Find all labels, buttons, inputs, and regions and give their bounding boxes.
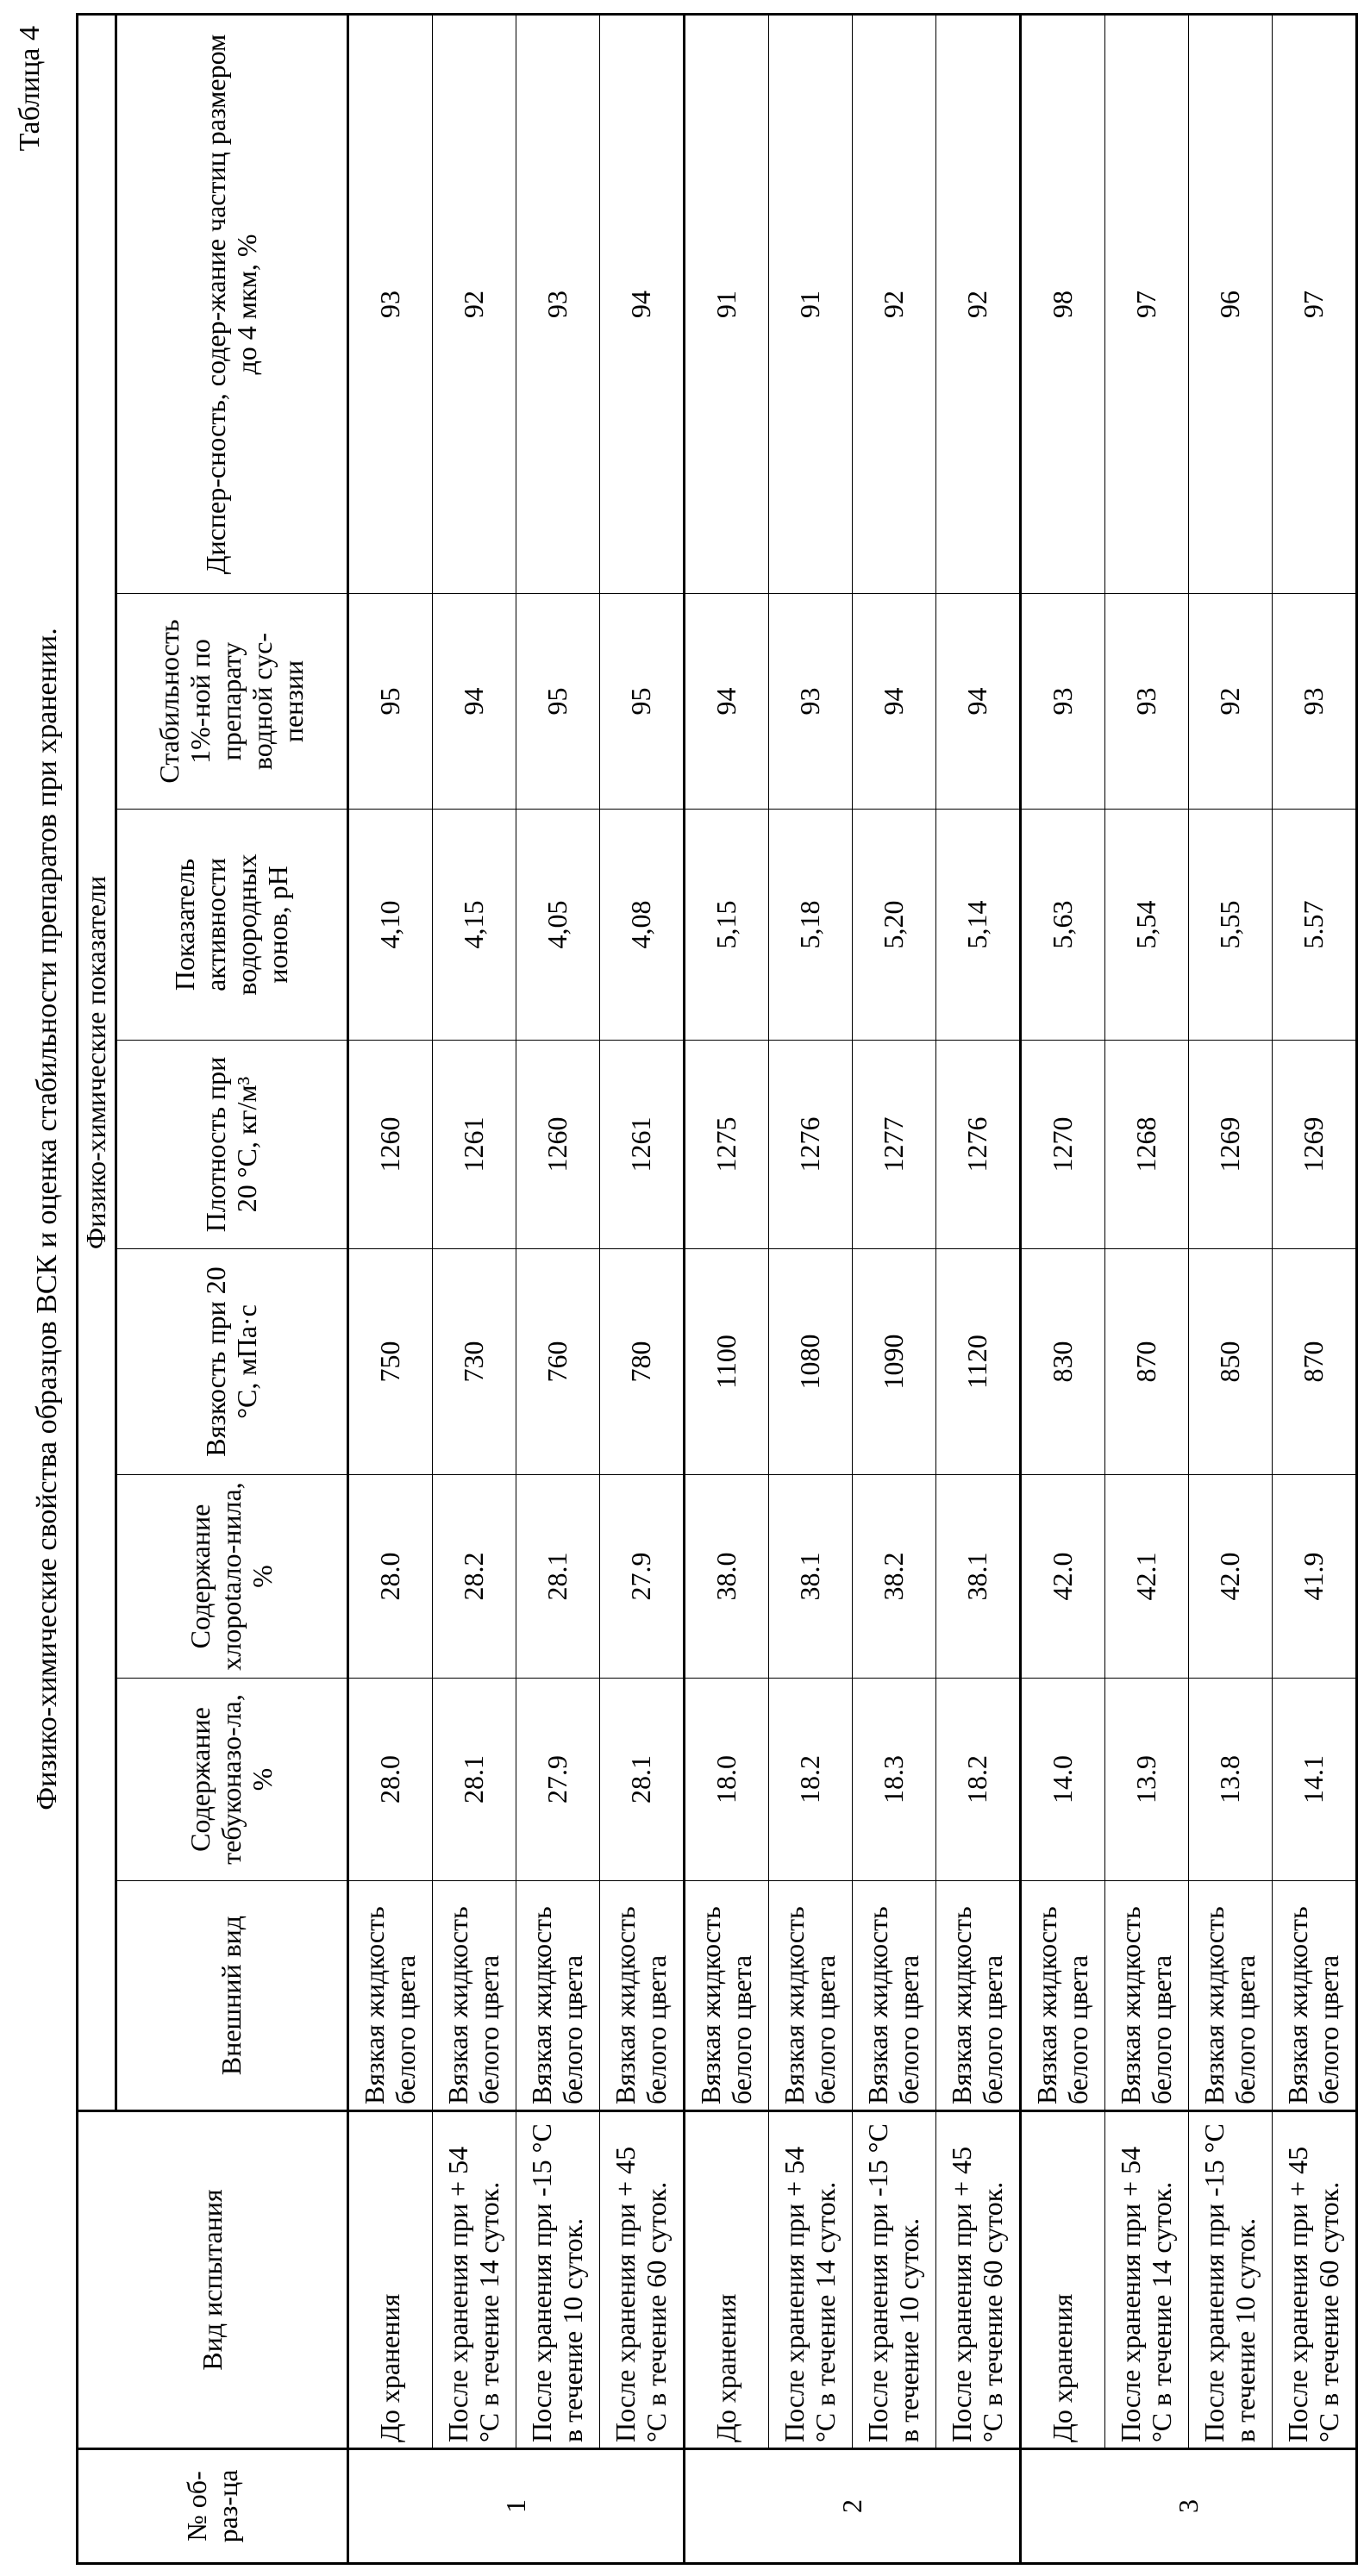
appearance-cell: Вязкая жидкость белого цвета bbox=[433, 1881, 516, 2111]
appearance-cell: Вязкая жидкость белого цвета bbox=[769, 1881, 853, 2111]
table-row bbox=[1189, 15, 1273, 2564]
stability-cell: 93 bbox=[1273, 594, 1357, 810]
tebuconazole-cell: 18.0 bbox=[685, 1679, 769, 1881]
chlorothalonil-cell: 28.2 bbox=[433, 1475, 516, 1679]
sample-number: 1 bbox=[348, 2449, 685, 2564]
ph-cell: 5.57 bbox=[1273, 810, 1357, 1041]
table-row bbox=[348, 15, 433, 2564]
header-appearance: Внешний вид bbox=[116, 1881, 348, 2111]
tebuconazole-cell: 14.0 bbox=[1021, 1679, 1105, 1881]
test-type-cell: До хранения bbox=[685, 2111, 769, 2449]
test-type-cell: После хранения при + 54 °С в течение 14 суток. bbox=[1105, 2111, 1189, 2449]
density-cell: 1269 bbox=[1189, 1041, 1273, 1249]
header-density: Плотность при 20 °С, кг/м³ bbox=[116, 1041, 348, 1249]
chlorothalonil-cell: 28.0 bbox=[348, 1475, 433, 1679]
stability-cell: 93 bbox=[1105, 594, 1189, 810]
dispersity-cell: 98 bbox=[1021, 15, 1105, 594]
viscosity-cell: 1100 bbox=[685, 1249, 769, 1475]
dispersity-cell: 91 bbox=[685, 15, 769, 594]
stability-cell: 95 bbox=[600, 594, 685, 810]
dispersity-cell: 93 bbox=[348, 15, 433, 594]
table-row bbox=[516, 15, 600, 2564]
appearance-cell: Вязкая жидкость белого цвета bbox=[1021, 1881, 1105, 2111]
ph-cell: 5,63 bbox=[1021, 810, 1105, 1041]
stability-cell: 95 bbox=[348, 594, 433, 810]
density-cell: 1260 bbox=[348, 1041, 433, 1249]
tebuconazole-cell: 13.9 bbox=[1105, 1679, 1189, 1881]
sample-number: 3 bbox=[1021, 2449, 1357, 2564]
header-stability: Стабильность 1%-ной по препарату водной сус-пензии bbox=[116, 594, 348, 810]
appearance-cell: Вязкая жидкость белого цвета bbox=[348, 1881, 433, 2111]
test-type-cell: После хранения при + 45 °С в течение 60 суток. bbox=[936, 2111, 1021, 2449]
properties-table bbox=[76, 13, 1358, 2565]
appearance-cell: Вязкая жидкость белого цвета bbox=[1273, 1881, 1357, 2111]
ph-cell: 5,20 bbox=[853, 810, 936, 1041]
table-row bbox=[853, 15, 936, 2564]
dispersity-cell: 92 bbox=[853, 15, 936, 594]
appearance-cell: Вязкая жидкость белого цвета bbox=[1105, 1881, 1189, 2111]
header-ph: Показатель активности водородных ионов, pH bbox=[116, 810, 348, 1041]
tebuconazole-cell: 28.1 bbox=[600, 1679, 685, 1881]
dispersity-cell: 97 bbox=[1273, 15, 1357, 594]
ph-cell: 5,55 bbox=[1189, 810, 1273, 1041]
chlorothalonil-cell: 42.1 bbox=[1105, 1475, 1189, 1679]
stability-cell: 92 bbox=[1189, 594, 1273, 810]
chlorothalonil-cell: 27.9 bbox=[600, 1475, 685, 1679]
tebuconazole-cell: 27.9 bbox=[516, 1679, 600, 1881]
header-chlorothalonil: Содержание хлорotало-нила, % bbox=[116, 1475, 348, 1679]
table-body bbox=[348, 15, 1357, 2564]
test-type-cell: До хранения bbox=[348, 2111, 433, 2449]
viscosity-cell: 850 bbox=[1189, 1249, 1273, 1475]
table-row bbox=[685, 15, 769, 2564]
dispersity-cell: 91 bbox=[769, 15, 853, 594]
dispersity-cell: 93 bbox=[516, 15, 600, 594]
appearance-cell: Вязкая жидкость белого цвета bbox=[1189, 1881, 1273, 2111]
ph-cell: 4,08 bbox=[600, 810, 685, 1041]
stability-cell: 93 bbox=[1021, 594, 1105, 810]
dispersity-cell: 96 bbox=[1189, 15, 1273, 594]
dispersity-cell: 94 bbox=[600, 15, 685, 594]
appearance-cell: Вязкая жидкость белого цвета bbox=[516, 1881, 600, 2111]
tebuconazole-cell: 18.2 bbox=[936, 1679, 1021, 1881]
appearance-cell: Вязкая жидкость белого цвета bbox=[936, 1881, 1021, 2111]
tebuconazole-cell: 18.3 bbox=[853, 1679, 936, 1881]
density-cell: 1276 bbox=[769, 1041, 853, 1249]
dispersity-cell: 97 bbox=[1105, 15, 1189, 594]
ph-cell: 5,14 bbox=[936, 810, 1021, 1041]
viscosity-cell: 870 bbox=[1105, 1249, 1189, 1475]
appearance-cell: Вязкая жидкость белого цвета bbox=[685, 1881, 769, 2111]
test-type-cell: После хранения при -15 °С в течение 10 суток. bbox=[516, 2111, 600, 2449]
tebuconazole-cell: 28.0 bbox=[348, 1679, 433, 1881]
viscosity-cell: 780 bbox=[600, 1249, 685, 1475]
chlorothalonil-cell: 38.1 bbox=[936, 1475, 1021, 1679]
ph-cell: 4,05 bbox=[516, 810, 600, 1041]
density-cell: 1260 bbox=[516, 1041, 600, 1249]
stability-cell: 94 bbox=[936, 594, 1021, 810]
tebuconazole-cell: 18.2 bbox=[769, 1679, 853, 1881]
ph-cell: 5,18 bbox=[769, 810, 853, 1041]
header-dispersity: Диспер-сность, содер-жание частиц размером до 4 мкм, % bbox=[116, 15, 348, 594]
table-title: Физико-химические свойства образцов ВСК и оценка стабильности препаратов при хранении. bbox=[31, 0, 64, 2576]
viscosity-cell: 830 bbox=[1021, 1249, 1105, 1475]
ph-cell: 5,54 bbox=[1105, 810, 1189, 1041]
stability-cell: 94 bbox=[853, 594, 936, 810]
appearance-cell: Вязкая жидкость белого цвета bbox=[853, 1881, 936, 2111]
density-cell: 1268 bbox=[1105, 1041, 1189, 1249]
header-viscosity: Вязкость при 20 °С, мПа·с bbox=[116, 1249, 348, 1475]
test-type-cell: После хранения при + 45 °С в течение 60 суток. bbox=[600, 2111, 685, 2449]
table-row bbox=[433, 15, 516, 2564]
test-type-cell: После хранения при + 54 °С в течение 14 суток. bbox=[433, 2111, 516, 2449]
dispersity-cell: 92 bbox=[936, 15, 1021, 594]
dispersity-cell: 92 bbox=[433, 15, 516, 594]
viscosity-cell: 1090 bbox=[853, 1249, 936, 1475]
stability-cell: 94 bbox=[685, 594, 769, 810]
tebuconazole-cell: 28.1 bbox=[433, 1679, 516, 1881]
ph-cell: 4,15 bbox=[433, 810, 516, 1041]
group-header-indicators: Физико-химические показатели bbox=[78, 15, 116, 2111]
table-row bbox=[936, 15, 1021, 2564]
header-sample-no: № об-раз-ца bbox=[78, 2449, 348, 2564]
density-cell: 1277 bbox=[853, 1041, 936, 1249]
table-row bbox=[600, 15, 685, 2564]
chlorothalonil-cell: 42.0 bbox=[1021, 1475, 1105, 1679]
sample-number: 2 bbox=[685, 2449, 1021, 2564]
table-row bbox=[1105, 15, 1189, 2564]
stability-cell: 95 bbox=[516, 594, 600, 810]
ph-cell: 4,10 bbox=[348, 810, 433, 1041]
density-cell: 1269 bbox=[1273, 1041, 1357, 1249]
viscosity-cell: 760 bbox=[516, 1249, 600, 1475]
table-row bbox=[1273, 15, 1357, 2564]
viscosity-cell: 1120 bbox=[936, 1249, 1021, 1475]
density-cell: 1275 bbox=[685, 1041, 769, 1249]
appearance-cell: Вязкая жидкость белого цвета bbox=[600, 1881, 685, 2111]
density-cell: 1270 bbox=[1021, 1041, 1105, 1249]
chlorothalonil-cell: 41.9 bbox=[1273, 1475, 1357, 1679]
test-type-cell: После хранения при + 54 °С в течение 14 суток. bbox=[769, 2111, 853, 2449]
test-type-cell: После хранения при + 45 °С в течение 60 суток. bbox=[1273, 2111, 1357, 2449]
chlorothalonil-cell: 38.1 bbox=[769, 1475, 853, 1679]
chlorothalonil-cell: 42.0 bbox=[1189, 1475, 1273, 1679]
ph-cell: 5,15 bbox=[685, 810, 769, 1041]
chlorothalonil-cell: 38.2 bbox=[853, 1475, 936, 1679]
viscosity-cell: 870 bbox=[1273, 1249, 1357, 1475]
table-row bbox=[1021, 15, 1105, 2564]
test-type-cell: До хранения bbox=[1021, 2111, 1105, 2449]
chlorothalonil-cell: 28.1 bbox=[516, 1475, 600, 1679]
stability-cell: 93 bbox=[769, 594, 853, 810]
density-cell: 1276 bbox=[936, 1041, 1021, 1249]
viscosity-cell: 1080 bbox=[769, 1249, 853, 1475]
header-tebuconazole: Содержание тебуконазо-ла, % bbox=[116, 1679, 348, 1881]
test-type-cell: После хранения при -15 °С в течение 10 суток. bbox=[1189, 2111, 1273, 2449]
tebuconazole-cell: 14.1 bbox=[1273, 1679, 1357, 1881]
test-type-cell: После хранения при -15 °С в течение 10 суток. bbox=[853, 2111, 936, 2449]
chlorothalonil-cell: 38.0 bbox=[685, 1475, 769, 1679]
rotated-page bbox=[0, 0, 1364, 2576]
header-test-type: Вид испытания bbox=[78, 2111, 348, 2449]
tebuconazole-cell: 13.8 bbox=[1189, 1679, 1273, 1881]
table-caption: Таблица 4 bbox=[14, 26, 47, 151]
density-cell: 1261 bbox=[433, 1041, 516, 1249]
stability-cell: 94 bbox=[433, 594, 516, 810]
viscosity-cell: 730 bbox=[433, 1249, 516, 1475]
viscosity-cell: 750 bbox=[348, 1249, 433, 1475]
density-cell: 1261 bbox=[600, 1041, 685, 1249]
table-row bbox=[769, 15, 853, 2564]
